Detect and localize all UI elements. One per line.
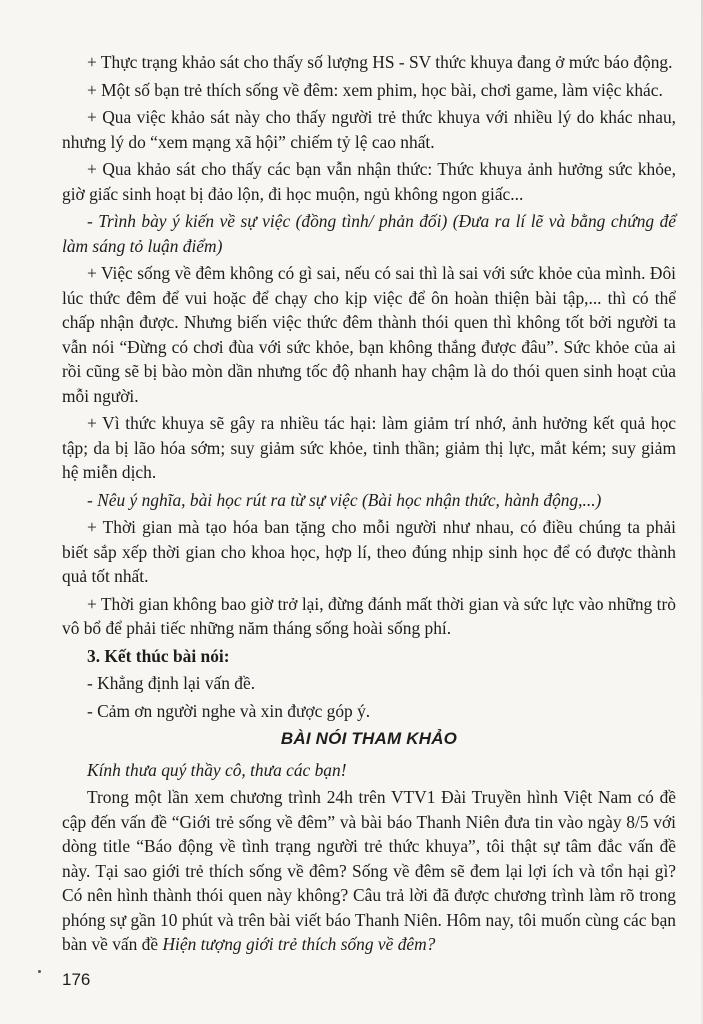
reference-speech-heading: BÀI NÓI THAM KHẢO	[280, 729, 458, 748]
list-item-thanks: - Cảm ơn người nghe và xin được góp ý.	[87, 700, 371, 721]
speech-intro-text: Trong một lần xem chương trình 24h trên VTV1 Đài Truyền hình Việt Nam có đề cập đến vấn đề “Giới trẻ sống về đêm” và bài báo Thanh Niên đưa tin vào ngày 8/5 với dòng title “Báo động về tình trạng người trẻ thức khuya”, tôi thật sự tâm đắc vấn đề này. Tại sao giới trẻ thích sống về đêm? Sống về đêm sẽ đem lại lợi ích và tổn hại gì? Có nên hình thành thói quen này không? Câu trả lời đã được chương trình làm rõ trong phóng sự gần 10 phút và trên bài viết báo Thanh Niên. Hôm nay, tôi muốn cùng các bạn bàn về vấn đề	[62, 787, 676, 954]
paragraph-lesson-instruction: - Nêu ý nghĩa, bài học rút ra từ sự việc (Bài học nhận thức, hành động,...)	[87, 489, 602, 510]
paragraph-social-media-reason: + Qua việc khảo sát này cho thấy người trẻ thức khuya với nhiều lý do khác nhau, nhưng lý do “xem mạng xã hội” chiếm tỷ lệ cao nhất.	[62, 107, 676, 152]
speech-greeting: Kính thưa quý thầy cô, thưa các bạn!	[87, 759, 347, 780]
paragraph-night-activities: + Một số bạn trẻ thích sống về đêm: xem phim, học bài, chơi game, làm việc khác.	[87, 79, 663, 100]
speech-intro-paragraph	[62, 785, 676, 957]
section-heading-conclusion: 3. Kết thúc bài nói:	[87, 645, 230, 666]
list-item-affirm: - Khẳng định lại vấn đề.	[87, 673, 256, 693]
speech-topic-italic: Hiện tượng giới trẻ thích sống về đêm?	[162, 934, 436, 954]
paragraph-harms: + Vì thức khuya sẽ gây ra nhiều tác hại: làm giảm trí nhớ, ảnh hưởng kết quả học tập; da bị lão hóa sớm; suy giảm sức khỏe, tinh thần; giảm thị lực, mắt kém; suy giảm hệ miễn dịch.	[62, 413, 676, 482]
paragraph-survey-alarm: + Thực trạng khảo sát cho thấy số lượng HS - SV thức khuya đang ở mức báo động.	[87, 52, 673, 72]
page-body	[62, 50, 676, 960]
paragraph-time-management: + Thời gian mà tạo hóa ban tặng cho mỗi người như nhau, có điều chúng ta phải biết sắp xếp thời gian cho khoa học, hợp lí, theo đúng nhịp sinh học để có được thành quả tốt nhất.	[62, 517, 676, 586]
paragraph-time-value: + Thời gian không bao giờ trở lại, đừng đánh mất thời gian và sức lực vào những trò vô bổ để phải tiếc những năm tháng sống hoài sống phí.	[62, 593, 676, 638]
paragraph-awareness: + Qua khảo sát cho thấy các bạn vẫn nhận thức: Thức khuya ảnh hưởng sức khỏe, giờ giấc sinh hoạt bị đảo lộn, đi học muộn, ngủ không ngon giấc...	[62, 159, 676, 204]
paragraph-health-argument: + Việc sống về đêm không có gì sai, nếu có sai thì là sai với sức khỏe của mình. Đôi lúc thức đêm để vui hoặc để chạy cho kịp việc để ôn hoàn thiện bài tập,... thì có thể chấp nhận được. Nhưng biến việc thức đêm thành thói quen thì không tốt bởi người ta vẫn nói “Đừng có chơi đùa với sức khỏe, bạn không thắng được đâu”. Sức khỏe của ai rồi cũng sẽ bị bào mòn dần nhưng tốc độ nhanh hay chậm là do thói quen sinh hoạt của mỗi người.	[62, 263, 676, 406]
page-number: 176	[62, 970, 91, 989]
page-dot-mark	[38, 970, 41, 973]
paragraph-opinion-instruction: - Trình bày ý kiến về sự việc (đồng tình/ phản đối) (Đưa ra lí lẽ và bằng chứng để làm sáng tỏ luận điểm)	[62, 211, 676, 256]
